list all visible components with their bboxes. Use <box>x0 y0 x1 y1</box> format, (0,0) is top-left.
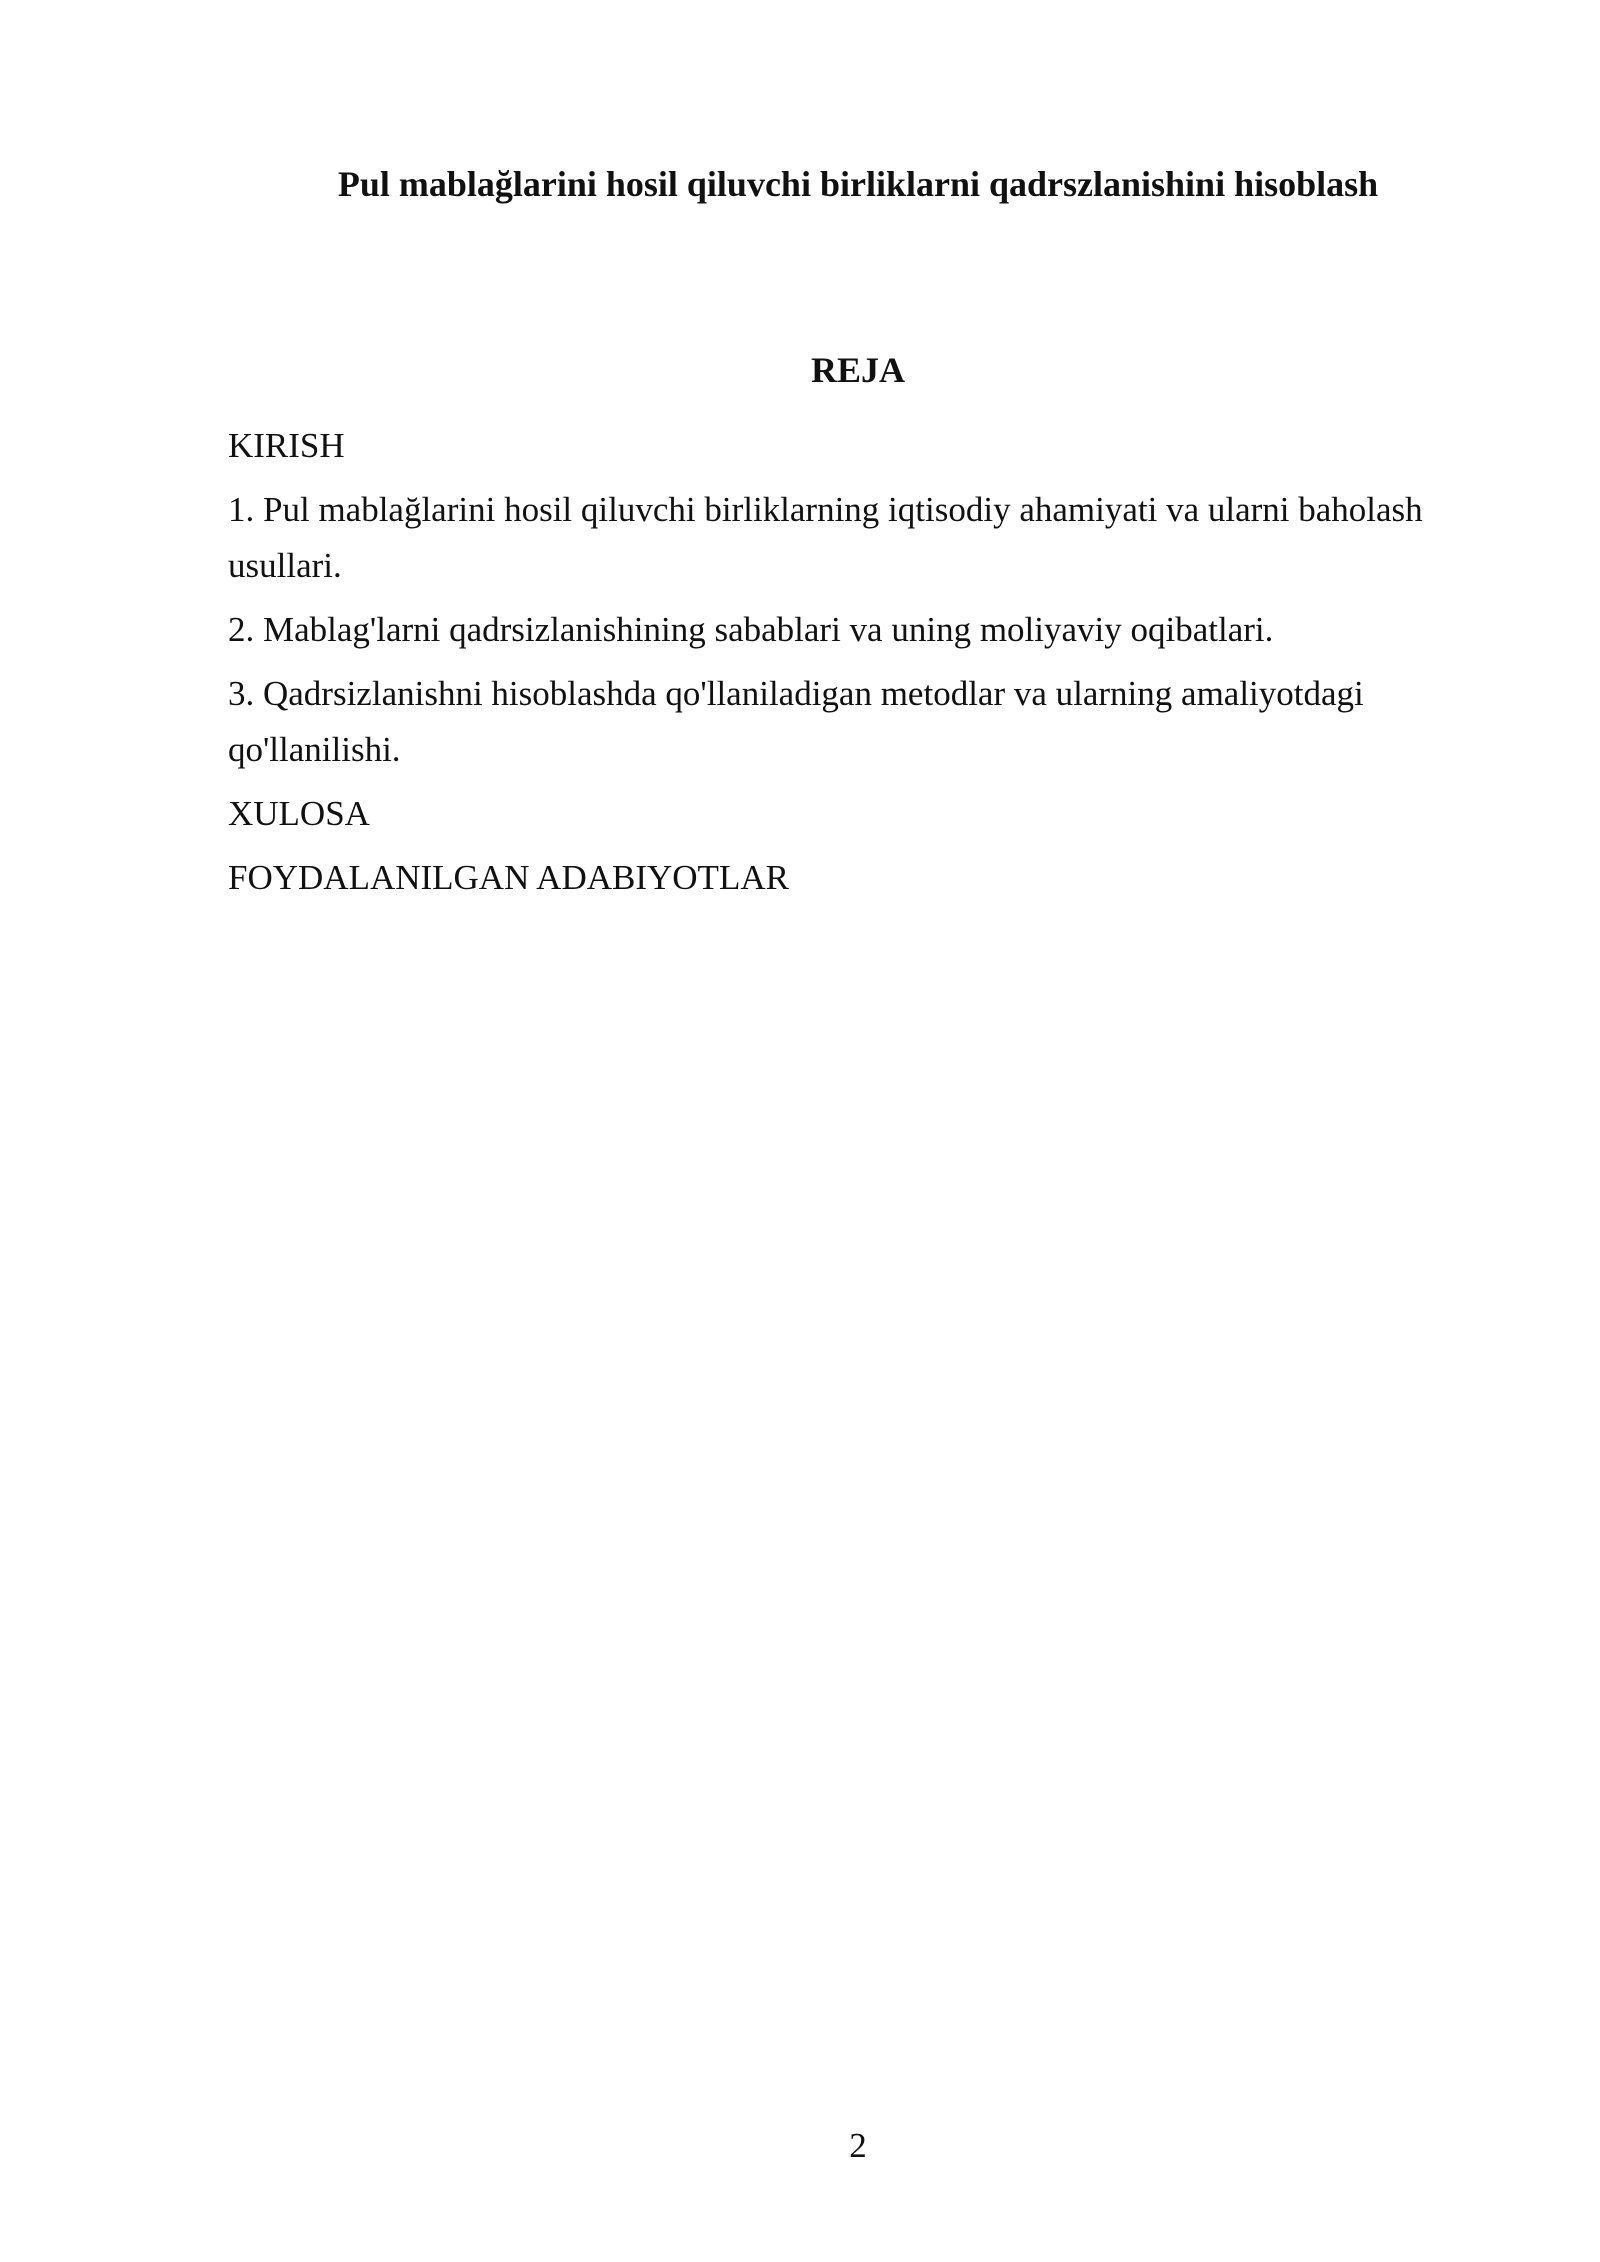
plan-item-3: 3. Qadrsizlanishni hisoblashda qo'llaniladigan metodlar va ularning amaliyotdagi qo'llanilishi. <box>228 674 1364 769</box>
plan-item-conclusion: XULOSA <box>228 794 370 833</box>
plan-list <box>228 418 1468 914</box>
plan-item-introduction: KIRISH <box>228 426 345 465</box>
page-number: 2 <box>849 2126 867 2165</box>
plan-item-references: FOYDALANILGAN ADABIYOTLAR <box>228 858 789 897</box>
plan-item-1: 1. Pul mablağlarini hosil qiluvchi birliklarning iqtisodiy ahamiyati va ularni baholash usullari. <box>228 490 1423 585</box>
plan-item-2: 2. Mablag'larni qadrsizlanishining sabablari va uning moliyaviy oqibatlari. <box>228 610 1274 649</box>
document-title: Pul mablağlarini hosil qiluvchi birliklarni qadrszlanishini hisoblash <box>337 164 1379 204</box>
plan-heading: REJA <box>810 350 905 390</box>
